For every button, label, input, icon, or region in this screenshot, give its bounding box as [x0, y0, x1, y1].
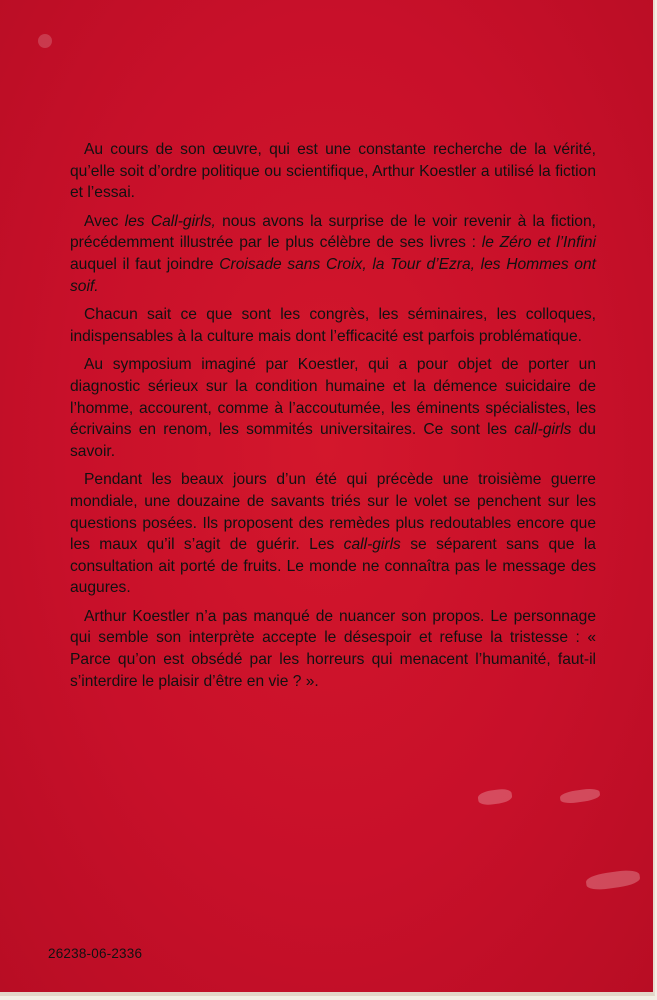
italic-title: les Call-girls, [124, 212, 216, 230]
blurb-paragraph [70, 211, 596, 297]
wear-spot [38, 34, 52, 48]
wear-scuff [477, 788, 513, 807]
text-run: du savoir. [70, 421, 596, 460]
italic-title: call-girls [343, 536, 401, 554]
text-run: nous avons la surprise de le voir revenir à la fiction, précédemment illustrée par le plus célèbre de ses livres : [70, 212, 596, 252]
text-run: se séparent sans que la consultation ait porté de fruits. Le monde ne connaîtra pas le message des augures. [70, 536, 596, 597]
blurb-paragraph [70, 304, 596, 347]
text-run: Au cours de son œuvre, qui est une constante recherche de la vérité, qu’elle soit d’ordre politique ou scientifique, Arthur Koestler a utilisé la fiction et l’essai. [70, 141, 596, 202]
italic-title: Croisade sans Croix, la Tour d’Ezra, les Hommes ont soif. [70, 255, 596, 295]
text-run: Chacun sait ce que sont les congrès, les séminaires, les colloques, indispensables à la culture mais dont l’efficacité est parfois problématique. [70, 306, 596, 345]
blurb-paragraph [70, 354, 596, 462]
blurb-paragraph [70, 469, 596, 599]
blurb-paragraph [70, 139, 596, 204]
text-run: Avec [84, 212, 125, 230]
italic-title: le Zéro et l’Infini [481, 234, 596, 252]
text-run: auquel il faut joindre [70, 255, 220, 273]
isbn-number: 26238-06-2336 [48, 946, 143, 961]
text-run: Arthur Koestler n’a pas manqué de nuancer son propos. Le personnage qui semble son interprète accepte le désespoir et refuse la tristesse : « Parce qu’on est obsédé par les horreurs qui menacent l’humanité, faut-il s’interdire le plaisir d’être en vie ? ». [70, 607, 596, 690]
text-run: Au symposium imaginé par Koestler, qui a pour objet de porter un diagnostic sérieux sur la condition humaine et la démence suicidaire de l’homme, accourent, comme à l’accoutumée, les éminents spécialistes, les écrivains en renom, les sommités universitaires. Ce sont les [70, 356, 596, 439]
wear-scuff [559, 787, 600, 804]
blurb-text [70, 139, 596, 699]
wear-scuff [585, 868, 641, 891]
blurb-paragraph [70, 606, 596, 692]
text-run: Pendant les beaux jours d’un été qui précède une troisième guerre mondiale, une douzaine de savants triés sur le volet se penchent sur les questions posées. Ils proposent des remèdes plus redoutables encore que les maux qu’il s’agit de guérir. Les [70, 471, 596, 554]
italic-title: call-girls [514, 421, 572, 439]
